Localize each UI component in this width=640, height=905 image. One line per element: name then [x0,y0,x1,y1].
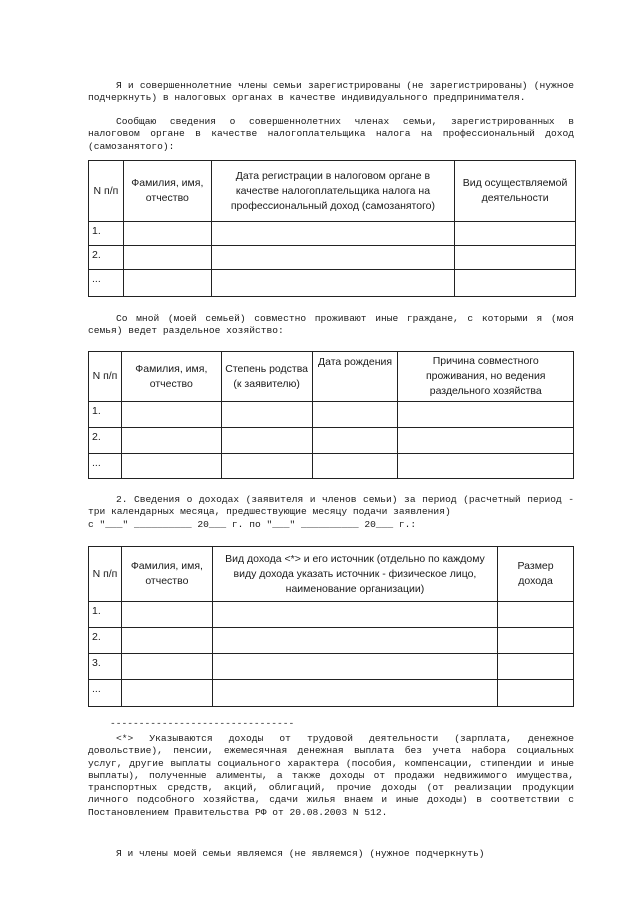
col-number: N п/п [89,161,124,222]
empty-cell [123,270,211,297]
self-employed-text: Сообщаю сведения о совершеннолетних членах семьи, зарегистрированных в налоговом органе в качестве налогоплательщика налога на профессиональный доход (самозанятого): [88,116,574,152]
col-relation: Степень родства (к заявителю) [221,352,312,402]
table-row [89,402,574,428]
table-row [89,628,574,654]
last-paragraph [88,848,574,860]
table-header-row [89,352,574,402]
col-registration-date: Дата регистрации в налоговом органе в качестве налогоплательщика налога на профессиональный доход (самозанятого) [211,161,454,222]
row-number: 1. [89,602,122,628]
col-reason: Причина совместного проживания, но ведения раздельного хозяйства [398,352,574,402]
empty-cell [398,402,574,428]
registration-text: Я и совершеннолетние члены семьи зарегистрированы (не зарегистрированы) (нужное подчеркнуть) в налоговых органах в качестве индивидуального предпринимателя. [88,80,574,104]
table-row [89,602,574,628]
empty-cell [221,428,312,454]
self-employed-table [88,160,576,297]
cohabit-text: Со мной (моей семьей) совместно проживают иные граждане, с которыми я (моя семья) ведет раздельное хозяйство: [88,313,574,337]
table-row [89,246,576,270]
table-row [89,222,576,246]
table-header-row [89,547,574,602]
row-number: ... [89,454,122,479]
table-header-row [89,161,576,222]
col-number: N п/п [89,352,122,402]
empty-cell [498,628,574,654]
empty-cell [121,402,221,428]
empty-cell [121,602,212,628]
table-row [89,680,574,707]
row-number: 3. [89,654,122,680]
col-income-amount: Размер дохода [498,547,574,602]
registration-paragraph [88,80,574,105]
col-number: N п/п [89,547,122,602]
col-income-type: Вид дохода <*> и его источник (отдельно по каждому виду дохода указать источник - физическое лицо, наименование организации) [212,547,497,602]
cohabit-paragraph [88,313,574,338]
empty-cell [123,246,211,270]
empty-cell [221,402,312,428]
table-row [89,454,574,479]
empty-cell [212,602,497,628]
empty-cell [211,270,454,297]
empty-cell [455,246,576,270]
cohabitants-table [88,351,574,479]
row-number: 1. [89,402,122,428]
empty-cell [211,246,454,270]
table-row [89,428,574,454]
empty-cell [498,602,574,628]
row-number: ... [89,680,122,707]
empty-cell [123,222,211,246]
empty-cell [121,428,221,454]
empty-cell [312,454,398,479]
empty-cell [121,680,212,707]
row-number: 2. [89,246,124,270]
row-number: 1. [89,222,124,246]
empty-cell [121,628,212,654]
income-period-text: с "___" __________ 20___ г. по "___" __________ 20___ г.: [88,518,417,530]
footnote-paragraph [88,733,574,819]
empty-cell [455,222,576,246]
self-employed-paragraph [88,116,574,153]
empty-cell [312,402,398,428]
last-text: Я и члены моей семьи являемся (не являемся) (нужное подчеркнуть) [116,848,485,859]
table-row [89,654,574,680]
income-paragraph [88,494,574,531]
empty-cell [212,680,497,707]
footnote-text: <*> Указываются доходы от трудовой деятельности (зарплата, денежное довольствие), пенсии, ежемесячная денежная выплата без учета набора социальных услуг, другие выплаты социального характера (пособия, компенсации, стипендии и иные выплаты), полученные алименты, а также доходы от продажи недвижимого имущества, транспортных средств, акций, облигаций, прочие доходы (от реализации продукции личного подсобного хозяйства, сдачи жилья внаем и иные доходы) в соответствии с Постановлением Правительства РФ от 20.08.2003 N 512. [88,733,574,818]
col-fullname: Фамилия, имя, отчество [121,547,212,602]
footnote-separator: -------------------------------- [110,718,295,729]
row-number: 2. [89,428,122,454]
empty-cell [121,654,212,680]
empty-cell [221,454,312,479]
empty-cell [121,454,221,479]
empty-cell [455,270,576,297]
col-fullname: Фамилия, имя, отчество [121,352,221,402]
col-activity-type: Вид осуществляемой деятельности [455,161,576,222]
row-number: 2. [89,628,122,654]
empty-cell [398,428,574,454]
empty-cell [212,654,497,680]
col-birth-date: Дата рождения [312,352,398,402]
table-row [89,270,576,297]
empty-cell [498,680,574,707]
empty-cell [498,654,574,680]
empty-cell [312,428,398,454]
income-table [88,546,574,707]
col-fullname: Фамилия, имя, отчество [123,161,211,222]
empty-cell [398,454,574,479]
empty-cell [212,628,497,654]
row-number: ... [89,270,124,297]
empty-cell [211,222,454,246]
income-text: 2. Сведения о доходах (заявителя и членов семьи) за период (расчетный период - три календарных месяца, предшествующие месяцу подачи заявления) [88,494,574,518]
